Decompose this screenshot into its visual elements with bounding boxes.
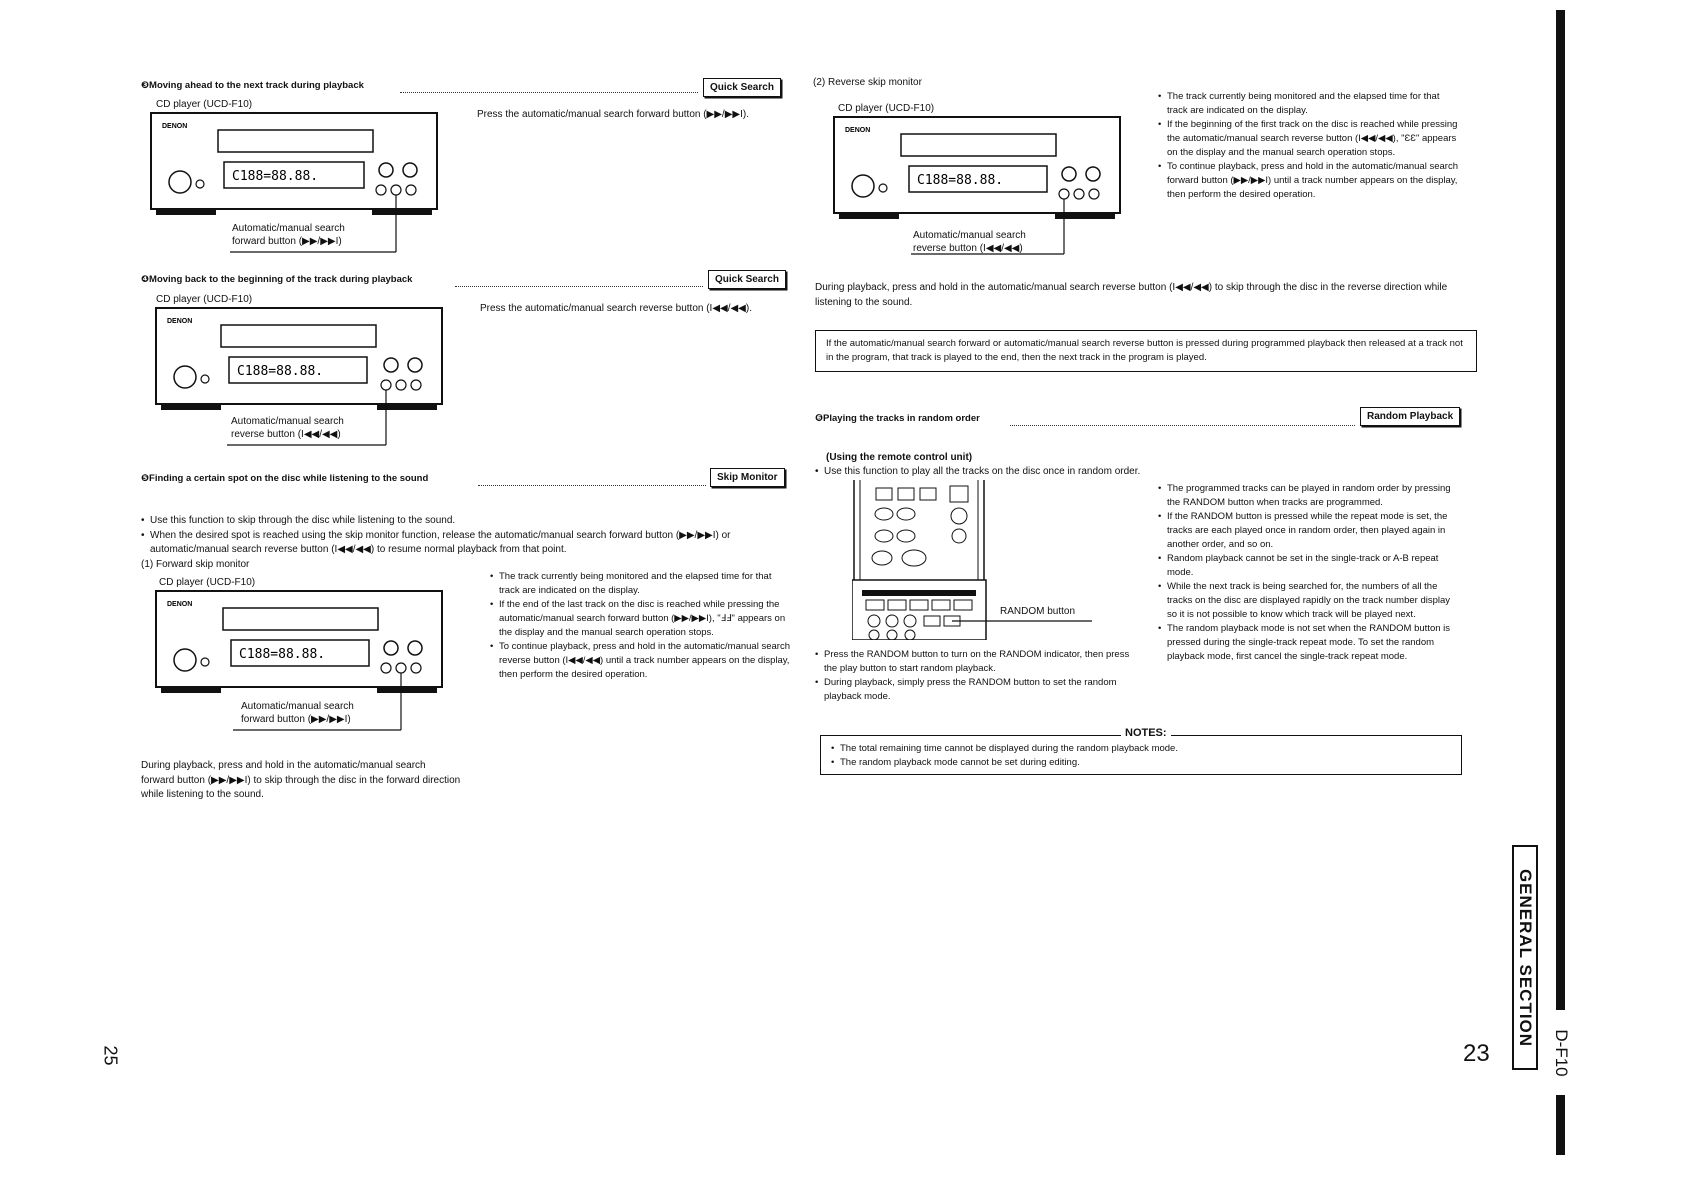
skip-monitor-bullets: • Use this function to skip through the disc while listening to the sound. • When the desired spot is reached using the skip monitor function, release the automatic/manual search forward button (▶▶/▶▶I) or automatic/manual search reverse button (I◀◀/◀◀) to resume normal playback from that point. [141, 514, 791, 558]
remote-heading: (Using the remote control unit) [826, 452, 973, 463]
model-label: D-F10 [1552, 1028, 1571, 1077]
random-side-notes: • The programmed tracks can be played in random order by pressing the RANDOM button when tracks are programmed. • If the RANDOM button is pressed while the repeat mode is set, the tracks are each played once in random order, then played again in another order, and so on. • Random playback cannot be set in the single-track or A-B repeat mode. • While the next track is being searched for, the numbers of all the tracks on the disc are displayed rapidly on the track number display so it is not possible to know which track will be played next. • The random playback mode is not set when the RANDOM button is pressed during the single-track repeat mode. To set the random playback mode, first cancel the single-track repeat mode. [1158, 482, 1458, 664]
random-playback-tag: Random Playback [1360, 407, 1460, 426]
page-number: 23 [1463, 1040, 1490, 1067]
notes-list: • The total remaining time cannot be displayed during the random playback mode. • The random playback mode cannot be set during editing. [831, 742, 1451, 770]
svg-text:C188=88.88.: C188=88.88. [237, 364, 324, 379]
forward-skip-description: During playback, press and hold in the automatic/manual search forward button (▶▶/▶▶I) to skip through the disc in the forward direction while listening to the sound. [141, 760, 461, 800]
svg-text:DENON: DENON [162, 123, 188, 130]
edge-bar [1556, 10, 1565, 1010]
quick-search-tag-2: Quick Search [708, 270, 786, 289]
section-title-skip-monitor: ❺Finding a certain spot on the disc while listening to the sound [141, 473, 429, 484]
svg-text:C188=88.88.: C188=88.88. [917, 173, 1004, 188]
section-side-tab-label: GENERAL SECTION [1516, 868, 1535, 1047]
random-steps: • Press the RANDOM button to turn on the RANDOM indicator, then press the play button to start random playback. • During playback, simply press the RANDOM button to set the random playback mode. [815, 648, 1135, 704]
svg-text:C188=88.88.: C188=88.88. [239, 647, 326, 662]
quick-search-tag: Quick Search [703, 78, 781, 97]
edge-bar-bottom [1556, 1095, 1565, 1155]
section-title-random: ❻Playing the tracks in random order [815, 413, 980, 424]
callout-reverse-button: Automatic/manual search reverse button (I◀◀/◀◀) [231, 416, 344, 440]
player-label: CD player (UCD-F10) [156, 99, 253, 110]
forward-skip-notes: • The track currently being monitored and the elapsed time for that track are indicated on the display. • If the end of the last track on the disc is reached while pressing the automatic/manual search forward button (▶▶/▶▶I), "ℲℲ" appears on the display and the manual search operation stops. • To continue playback, press and hold in the automatic/manual search reverse button (I◀◀/◀◀) until a track number appears on the display, then perform the desired operation. [490, 570, 790, 682]
leader-dots [400, 92, 698, 93]
random-button-label: RANDOM button [1000, 606, 1076, 617]
reverse-skip-notes: • The track currently being monitored and the elapsed time for that track are indicated on the display. • If the beginning of the first track on the disc is reached while pressing the automatic/manual search reverse button (I◀◀/◀◀), "ƐƐ" appears on the display and the manual search operation stops. • To continue playback, press and hold in the automatic/manual search forward button (▶▶/▶▶I) until a track number appears on the display, then perform the desired operation. [1158, 90, 1458, 202]
remote-control-illustration [852, 480, 1092, 645]
player-label: CD player (UCD-F10) [838, 103, 935, 114]
leader-dots [478, 485, 706, 486]
svg-text:DENON: DENON [167, 318, 193, 325]
svg-text:C188=88.88.: C188=88.88. [232, 169, 319, 184]
reverse-skip-heading: (2) Reverse skip monitor [813, 77, 922, 88]
corner-mark: 25 [100, 1045, 121, 1066]
notes-title: NOTES: [1121, 727, 1171, 739]
leader-dots [455, 286, 703, 287]
player-label: CD player (UCD-F10) [159, 577, 256, 588]
svg-text:DENON: DENON [845, 127, 871, 134]
reverse-skip-description: During playback, press and hold in the automatic/manual search reverse button (I◀◀/◀◀) to skip through the disc in the reverse direction while listening to the sound. [815, 282, 1448, 308]
forward-skip-heading: (1) Forward skip monitor [141, 559, 250, 570]
section-side-tab [1512, 845, 1538, 1070]
section-title-next-track: ❸Moving ahead to the next track during playback [141, 80, 364, 91]
callout-forward-button: Automatic/manual search forward button (▶▶/▶▶I) [232, 223, 345, 247]
notes-box [820, 727, 1462, 775]
skip-monitor-tag: Skip Monitor [710, 468, 785, 487]
leader-dots [1010, 425, 1355, 426]
instruction-text: Press the automatic/manual search reverse button (I◀◀/◀◀). [480, 303, 752, 314]
model-label-box [1548, 1010, 1574, 1095]
random-intro: • Use this function to play all the tracks on the disc once in random order. [815, 465, 1465, 480]
programmed-playback-note: If the automatic/manual search forward or automatic/manual search reverse button is pressed during programmed playback then released at a track not in the program, that track is played to the end, then the next track in the program is played. [815, 330, 1477, 372]
player-label: CD player (UCD-F10) [156, 294, 253, 305]
section-title-back-track: ❹Moving back to the beginning of the track during playback [141, 274, 413, 285]
svg-text:DENON: DENON [167, 601, 193, 608]
instruction-text: Press the automatic/manual search forward button (▶▶/▶▶I). [477, 109, 749, 120]
callout-reverse-button: Automatic/manual search reverse button (I◀◀/◀◀) [913, 230, 1026, 254]
callout-forward-button: Automatic/manual search forward button (▶▶/▶▶I) [241, 701, 354, 725]
